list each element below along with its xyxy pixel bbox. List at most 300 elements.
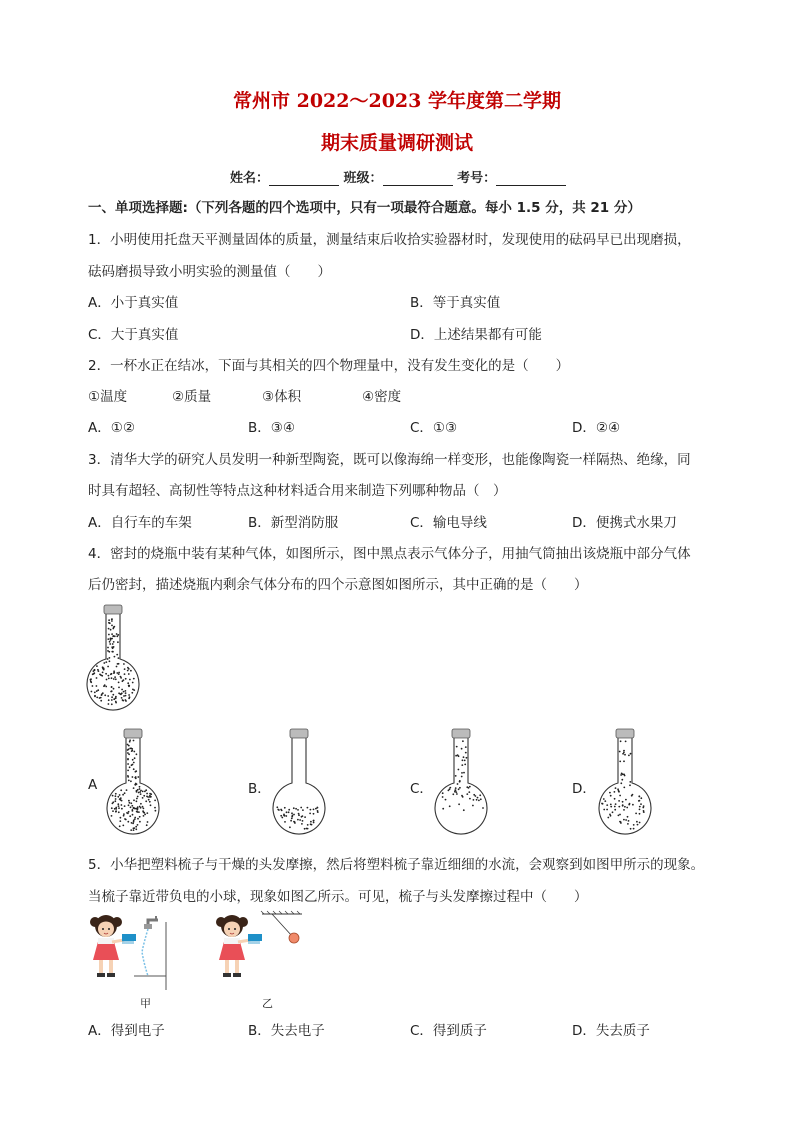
gas-molecule-dot <box>609 792 611 794</box>
gas-molecule-dot <box>459 787 461 789</box>
gas-molecule-dot <box>639 800 641 802</box>
gas-molecule-dot <box>623 819 625 821</box>
gas-molecule-dot <box>461 772 463 774</box>
gas-molecule-dot <box>133 827 135 829</box>
figure-yi-label: 乙 <box>262 997 273 1010</box>
gas-molecule-dot <box>623 750 625 752</box>
gas-molecule-dot <box>463 772 465 774</box>
figure-jia-label: 甲 <box>140 997 151 1010</box>
gas-molecule-dot <box>283 815 285 817</box>
gas-molecule-dot <box>293 814 295 816</box>
gas-molecule-dot <box>624 754 626 756</box>
gas-molecule-dot <box>108 699 110 701</box>
gas-molecule-dot <box>125 678 127 680</box>
gas-molecule-dot <box>112 628 114 630</box>
q4-option-b[interactable]: B． <box>248 781 271 797</box>
gas-molecule-dot <box>118 657 120 659</box>
flask-stopper <box>104 605 122 614</box>
q2-option-b[interactable]: B．③④ <box>248 420 295 436</box>
gas-molecule-dot <box>604 800 606 802</box>
gas-molecule-dot <box>639 813 641 815</box>
gas-molecule-dot <box>629 784 631 786</box>
gas-molecule-dot <box>127 821 129 823</box>
gas-molecule-dot <box>455 791 457 793</box>
q5-option-c[interactable]: C．得到质子 <box>410 1023 487 1039</box>
gas-molecule-dot <box>100 674 102 676</box>
gas-molecule-dot <box>463 809 465 811</box>
q2-stem-line1: 2．一杯水正在结冰，下面与其相关的四个物理量中，没有发生变化的是（ ） <box>88 358 570 374</box>
gas-molecule-dot <box>313 813 315 815</box>
q3-option-b[interactable]: B．新型消防服 <box>248 515 339 531</box>
gas-molecule-dot <box>133 768 135 770</box>
q4-option-a[interactable]: A <box>88 777 98 793</box>
flask-outline <box>599 737 651 834</box>
gas-molecule-dot <box>610 795 612 797</box>
gas-molecule-dot <box>133 678 135 680</box>
q5-option-a[interactable]: A．得到电子 <box>88 1023 165 1039</box>
gas-molecule-dot <box>624 806 626 808</box>
gas-molecule-dot <box>130 670 132 672</box>
page-title: 常州市 2022～2023 学年度第二学期 <box>233 90 561 112</box>
gas-molecule-dot <box>148 799 150 801</box>
gas-molecule-dot <box>114 656 116 658</box>
gas-molecule-dot <box>291 812 293 814</box>
gas-molecule-dot <box>114 800 116 802</box>
gas-molecule-dot <box>109 641 111 643</box>
gas-molecule-dot <box>127 749 129 751</box>
gas-molecule-dot <box>115 807 117 809</box>
gas-molecule-dot <box>307 807 309 809</box>
gas-molecule-dot <box>117 796 119 798</box>
gas-molecule-dot <box>310 823 312 825</box>
gas-molecule-dot <box>102 692 104 694</box>
gas-molecule-dot <box>294 822 296 824</box>
gas-molecule-dot <box>113 688 115 690</box>
gas-molecule-dot <box>295 808 297 810</box>
q1-stem-line2: 砝码磨损导致小明实验的测量值（ ） <box>88 264 331 280</box>
gas-molecule-dot <box>111 651 113 653</box>
gas-molecule-dot <box>473 799 475 801</box>
gas-molecule-dot <box>124 668 126 670</box>
q1-option-d[interactable]: D．上述结果都有可能 <box>410 327 542 343</box>
gas-molecule-dot <box>129 679 131 681</box>
gas-molecule-dot <box>449 805 451 807</box>
gas-molecule-dot <box>109 657 111 659</box>
gas-molecule-dot <box>480 798 482 800</box>
gas-molecule-dot <box>639 806 641 808</box>
class-blank[interactable] <box>383 171 453 186</box>
gas-molecule-dot <box>620 822 622 824</box>
gas-molecule-dot <box>458 803 460 805</box>
gas-molecule-dot <box>137 818 139 820</box>
gas-molecule-dot <box>132 759 134 761</box>
flask-outline <box>435 737 487 834</box>
q2-option-d[interactable]: D．②④ <box>572 420 621 436</box>
gas-molecule-dot <box>154 800 156 802</box>
gas-molecule-dot <box>128 800 130 802</box>
gas-molecule-dot <box>139 786 141 788</box>
gas-molecule-dot <box>122 680 124 682</box>
gas-molecule-dot <box>618 815 620 817</box>
gas-molecule-dot <box>629 781 631 783</box>
gas-molecule-dot <box>119 820 121 822</box>
flask-outline <box>107 737 159 834</box>
flask-stopper <box>290 729 308 738</box>
q3-option-c[interactable]: C．输电导线 <box>410 515 487 531</box>
gas-molecule-dot <box>302 809 304 811</box>
gas-molecule-dot <box>133 787 135 789</box>
gas-molecule-dot <box>129 802 131 804</box>
gas-molecule-dot <box>130 829 132 831</box>
gas-molecule-dot <box>131 805 133 807</box>
gas-molecule-dot <box>455 755 457 757</box>
gas-molecule-dot <box>610 806 612 808</box>
gas-molecule-dot <box>115 678 117 680</box>
q2-option-c[interactable]: C．①③ <box>410 420 458 436</box>
gas-molecule-dot <box>92 685 94 687</box>
gas-molecule-dot <box>100 700 102 702</box>
q1-option-c[interactable]: C．大于真实值 <box>88 327 179 343</box>
gas-molecule-dot <box>614 791 616 793</box>
gas-molecule-dot <box>118 663 120 665</box>
flask-option-d-figure <box>598 727 658 837</box>
gas-molecule-dot <box>107 647 109 649</box>
gas-molecule-dot <box>463 756 465 758</box>
gas-molecule-dot <box>133 821 135 823</box>
gas-molecule-dot <box>284 807 286 809</box>
gas-molecule-dot <box>288 809 290 811</box>
gas-molecule-dot <box>455 789 457 791</box>
gas-molecule-dot <box>313 822 315 824</box>
name-label: 姓名： <box>230 171 270 186</box>
gas-molecule-dot <box>281 817 283 819</box>
gas-molecule-dot <box>317 807 319 809</box>
q4-option-c[interactable]: C． <box>410 781 433 797</box>
gas-molecule-dot <box>133 829 135 831</box>
gas-molecule-dot <box>110 673 112 675</box>
gas-molecule-dot <box>131 822 133 824</box>
gas-molecule-dot <box>139 806 141 808</box>
gas-molecule-dot <box>115 795 117 797</box>
gas-molecule-dot <box>108 622 110 624</box>
flask-stopper <box>124 729 142 738</box>
gas-molecule-dot <box>291 818 293 820</box>
gas-molecule-dot <box>118 672 120 674</box>
gas-molecule-dot <box>139 821 141 823</box>
flask-outline <box>273 737 325 834</box>
gas-molecule-dot <box>457 783 459 785</box>
gas-molecule-dot <box>128 685 130 687</box>
gas-molecule-dot <box>127 670 129 672</box>
gas-molecule-dot <box>310 821 312 823</box>
q2-item-1: ①温度 <box>88 389 128 405</box>
gas-molecule-dot <box>637 824 639 826</box>
gas-molecule-dot <box>452 793 454 795</box>
gas-molecule-dot <box>116 666 118 668</box>
gas-molecule-dot <box>122 700 124 702</box>
gas-molecule-dot <box>128 811 130 813</box>
gas-molecule-dot <box>619 751 621 753</box>
gas-molecule-dot <box>458 769 460 771</box>
gas-molecule-dot <box>124 673 126 675</box>
gas-molecule-dot <box>603 809 605 811</box>
gas-molecule-dot <box>128 804 130 806</box>
q2-item-2: ②质量 <box>172 389 212 405</box>
gas-molecule-dot <box>639 809 641 811</box>
gas-molecule-dot <box>626 807 628 809</box>
gas-molecule-dot <box>113 678 115 680</box>
gas-molecule-dot <box>300 807 302 809</box>
gas-molecule-dot <box>130 806 132 808</box>
gas-molecule-dot <box>114 808 116 810</box>
gas-molecule-dot <box>461 776 463 778</box>
gas-molecule-dot <box>304 828 306 830</box>
gas-molecule-dot <box>137 806 139 808</box>
gas-molecule-dot <box>461 764 463 766</box>
gas-molecule-dot <box>313 809 315 811</box>
gas-molecule-dot <box>113 698 115 700</box>
gas-molecule-dot <box>632 804 634 806</box>
q2-item-3: ③体积 <box>262 389 302 405</box>
gas-molecule-dot <box>108 703 110 705</box>
gas-molecule-dot <box>449 787 451 789</box>
gas-molecule-dot <box>134 777 136 779</box>
gas-molecule-dot <box>147 796 149 798</box>
gas-molecule-dot <box>117 641 119 643</box>
gas-molecule-dot <box>126 789 128 791</box>
gas-molecule-dot <box>123 815 125 817</box>
gas-molecule-dot <box>640 803 642 805</box>
gas-molecule-dot <box>111 625 113 627</box>
gas-molecule-dot <box>128 698 130 700</box>
gas-molecule-dot <box>137 796 139 798</box>
gas-molecule-dot <box>115 811 117 813</box>
gas-molecule-dot <box>462 759 464 761</box>
gas-molecule-dot <box>116 654 118 656</box>
gas-molecule-dot <box>472 805 474 807</box>
gas-molecule-dot <box>140 790 142 792</box>
gas-molecule-dot <box>278 809 280 811</box>
gas-molecule-dot <box>465 746 467 748</box>
gas-molecule-dot <box>136 811 138 813</box>
girl-comb-ball-figure <box>212 912 312 992</box>
gas-molecule-dot <box>620 774 622 776</box>
girl-comb-water-figure <box>86 912 176 992</box>
q4-stem-line2: 后仍密封，描述烧瓶内剩余气体分布的四个示意图如图所示，其中正确的是（ ） <box>88 577 588 593</box>
gas-molecule-dot <box>140 803 142 805</box>
gas-molecule-dot <box>109 660 111 662</box>
gas-molecule-dot <box>620 782 622 784</box>
gas-molecule-dot <box>304 816 306 818</box>
gas-molecule-dot <box>612 811 614 813</box>
gas-molecule-dot <box>122 825 124 827</box>
gas-molecule-dot <box>155 810 157 812</box>
q5-stem-line2: 当梳子靠近带负电的小球，现象如图乙所示。可见，梳子与头发摩擦过程中（ ） <box>88 889 588 905</box>
gas-molecule-dot <box>128 780 130 782</box>
q3-option-d[interactable]: D．便携式水果刀 <box>572 515 677 531</box>
gas-molecule-dot <box>286 811 288 813</box>
gas-molecule-dot <box>614 806 616 808</box>
gas-molecule-dot <box>289 826 291 828</box>
gas-molecule-dot <box>315 808 317 810</box>
student-info-row <box>230 167 566 186</box>
gas-molecule-dot <box>91 691 93 693</box>
name-blank[interactable] <box>269 171 339 186</box>
gas-molecule-dot <box>456 746 458 748</box>
q5-option-d[interactable]: D．失去质子 <box>572 1023 650 1039</box>
q1-option-b[interactable]: B．等于真实值 <box>410 295 501 311</box>
q2-item-4: ④密度 <box>362 389 402 405</box>
gas-molecule-dot <box>143 811 145 813</box>
gas-molecule-dot <box>110 639 112 641</box>
gas-molecule-dot <box>147 821 149 823</box>
gas-molecule-dot <box>100 697 102 699</box>
gas-molecule-dot <box>601 803 603 805</box>
gas-molecule-dot <box>120 676 122 678</box>
gas-molecule-dot <box>131 692 133 694</box>
q1-option-a[interactable]: A．小于真实值 <box>88 295 179 311</box>
gas-molecule-dot <box>127 682 129 684</box>
gas-molecule-dot <box>302 815 304 817</box>
gas-molecule-dot <box>145 800 147 802</box>
gas-molecule-dot <box>120 789 122 791</box>
gas-molecule-dot <box>115 798 117 800</box>
gas-molecule-dot <box>123 813 125 815</box>
gas-molecule-dot <box>309 813 311 815</box>
gas-molecule-dot <box>622 805 624 807</box>
exam-no-blank[interactable] <box>496 171 566 186</box>
gas-molecule-dot <box>101 694 103 696</box>
gas-molecule-dot <box>102 666 104 668</box>
gas-molecule-dot <box>459 780 461 782</box>
gas-molecule-dot <box>110 638 112 640</box>
gas-molecule-dot <box>112 635 114 637</box>
gas-molecule-dot <box>108 619 110 621</box>
gas-molecule-dot <box>143 808 145 810</box>
gas-molecule-dot <box>468 791 470 793</box>
gas-molecule-dot <box>121 800 123 802</box>
page-subtitle: 期末质量调研测试 <box>320 132 473 154</box>
gas-molecule-dot <box>442 808 444 810</box>
gas-molecule-dot <box>124 805 126 807</box>
gas-molecule-dot <box>132 682 134 684</box>
gas-molecule-dot <box>111 618 113 620</box>
gas-molecule-dot <box>97 669 99 671</box>
gas-molecule-dot <box>115 701 117 703</box>
gas-molecule-dot <box>108 651 110 653</box>
q3-stem-line1: 3．清华大学的研究人员发明一种新型陶瓷，既可以像海绵一样变形，也能像陶瓷一样隔热、绝缘，同 <box>88 452 691 468</box>
gas-molecule-dot <box>146 793 148 795</box>
gas-molecule-dot <box>121 804 123 806</box>
gas-molecule-dot <box>135 826 137 828</box>
gas-molecule-dot <box>103 662 105 664</box>
gas-molecule-dot <box>632 794 634 796</box>
gas-molecule-dot <box>281 810 283 812</box>
q1-stem-line1: 1．小明使用托盘天平测量固体的质量，测量结束后收拾实验器材时，发现使用的砝码早已出现磨损， <box>88 232 691 248</box>
gas-molecule-dot <box>108 628 110 630</box>
gas-molecule-dot <box>111 690 113 692</box>
gas-molecule-dot <box>127 667 129 669</box>
gas-molecule-dot <box>119 825 121 827</box>
gas-molecule-dot <box>284 821 286 823</box>
gas-molecule-dot <box>125 700 127 702</box>
gas-molecule-dot <box>133 762 135 764</box>
gas-molecule-dot <box>127 763 129 765</box>
gas-molecule-dot <box>640 797 642 799</box>
gas-molecule-dot <box>114 676 116 678</box>
gas-molecule-dot <box>108 678 110 680</box>
gas-molecule-dot <box>136 753 138 755</box>
gas-molecule-dot <box>619 814 621 816</box>
gas-molecule-dot <box>149 801 151 803</box>
gas-molecule-dot <box>633 824 635 826</box>
q5-option-b[interactable]: B．失去电子 <box>248 1023 325 1039</box>
gas-molecule-dot <box>301 823 303 825</box>
gas-molecule-dot <box>621 779 623 781</box>
gas-molecule-dot <box>473 794 475 796</box>
gas-molecule-dot <box>128 753 130 755</box>
gas-molecule-dot <box>112 795 114 797</box>
q4-option-d[interactable]: D． <box>572 781 596 797</box>
q2-option-a[interactable]: A．①② <box>88 420 135 436</box>
gas-molecule-dot <box>123 691 125 693</box>
gas-molecule-dot <box>635 813 637 815</box>
gas-molecule-dot <box>132 809 134 811</box>
gas-molecule-dot <box>297 809 299 811</box>
gas-molecule-dot <box>476 799 478 801</box>
gas-molecule-dot <box>461 748 463 750</box>
gas-molecule-dot <box>143 815 145 817</box>
gas-molecule-dot <box>146 824 148 826</box>
gas-molecule-dot <box>478 800 480 802</box>
gas-molecule-dot <box>135 771 137 773</box>
q3-option-a[interactable]: A．自行车的车架 <box>88 515 192 531</box>
gas-molecule-dot <box>111 686 113 688</box>
gas-molecule-dot <box>154 807 156 809</box>
gas-molecule-dot <box>465 752 467 754</box>
gas-molecule-dot <box>136 798 138 800</box>
gas-molecule-dot <box>107 638 109 640</box>
gas-molecule-dot <box>116 635 118 637</box>
gas-molecule-dot <box>150 804 152 806</box>
gas-molecule-dot <box>280 815 282 817</box>
gas-molecule-dot <box>133 807 135 809</box>
gas-molecule-dot <box>108 675 110 677</box>
gas-molecule-dot <box>96 665 98 667</box>
gas-molecule-dot <box>627 816 629 818</box>
gas-molecule-dot <box>120 797 122 799</box>
gas-molecule-dot <box>121 692 123 694</box>
gas-molecule-dot <box>129 739 131 741</box>
gas-molecule-dot <box>136 790 138 792</box>
gas-molecule-dot <box>618 800 620 802</box>
gas-molecule-dot <box>603 798 605 800</box>
gas-molecule-dot <box>619 795 621 797</box>
gas-molecule-dot <box>606 809 608 811</box>
gas-molecule-dot <box>622 801 624 803</box>
gas-molecule-dot <box>134 784 136 786</box>
gas-molecule-dot <box>606 804 608 806</box>
gas-molecule-dot <box>623 760 625 762</box>
gas-molecule-dot <box>111 699 113 701</box>
gas-molecule-dot <box>107 695 109 697</box>
gas-molecule-dot <box>113 626 115 628</box>
gas-molecule-dot <box>458 755 460 757</box>
gas-molecule-dot <box>118 811 120 813</box>
gas-molecule-dot <box>94 669 96 671</box>
gas-molecule-dot <box>113 641 115 643</box>
gas-molecule-dot <box>93 673 95 675</box>
